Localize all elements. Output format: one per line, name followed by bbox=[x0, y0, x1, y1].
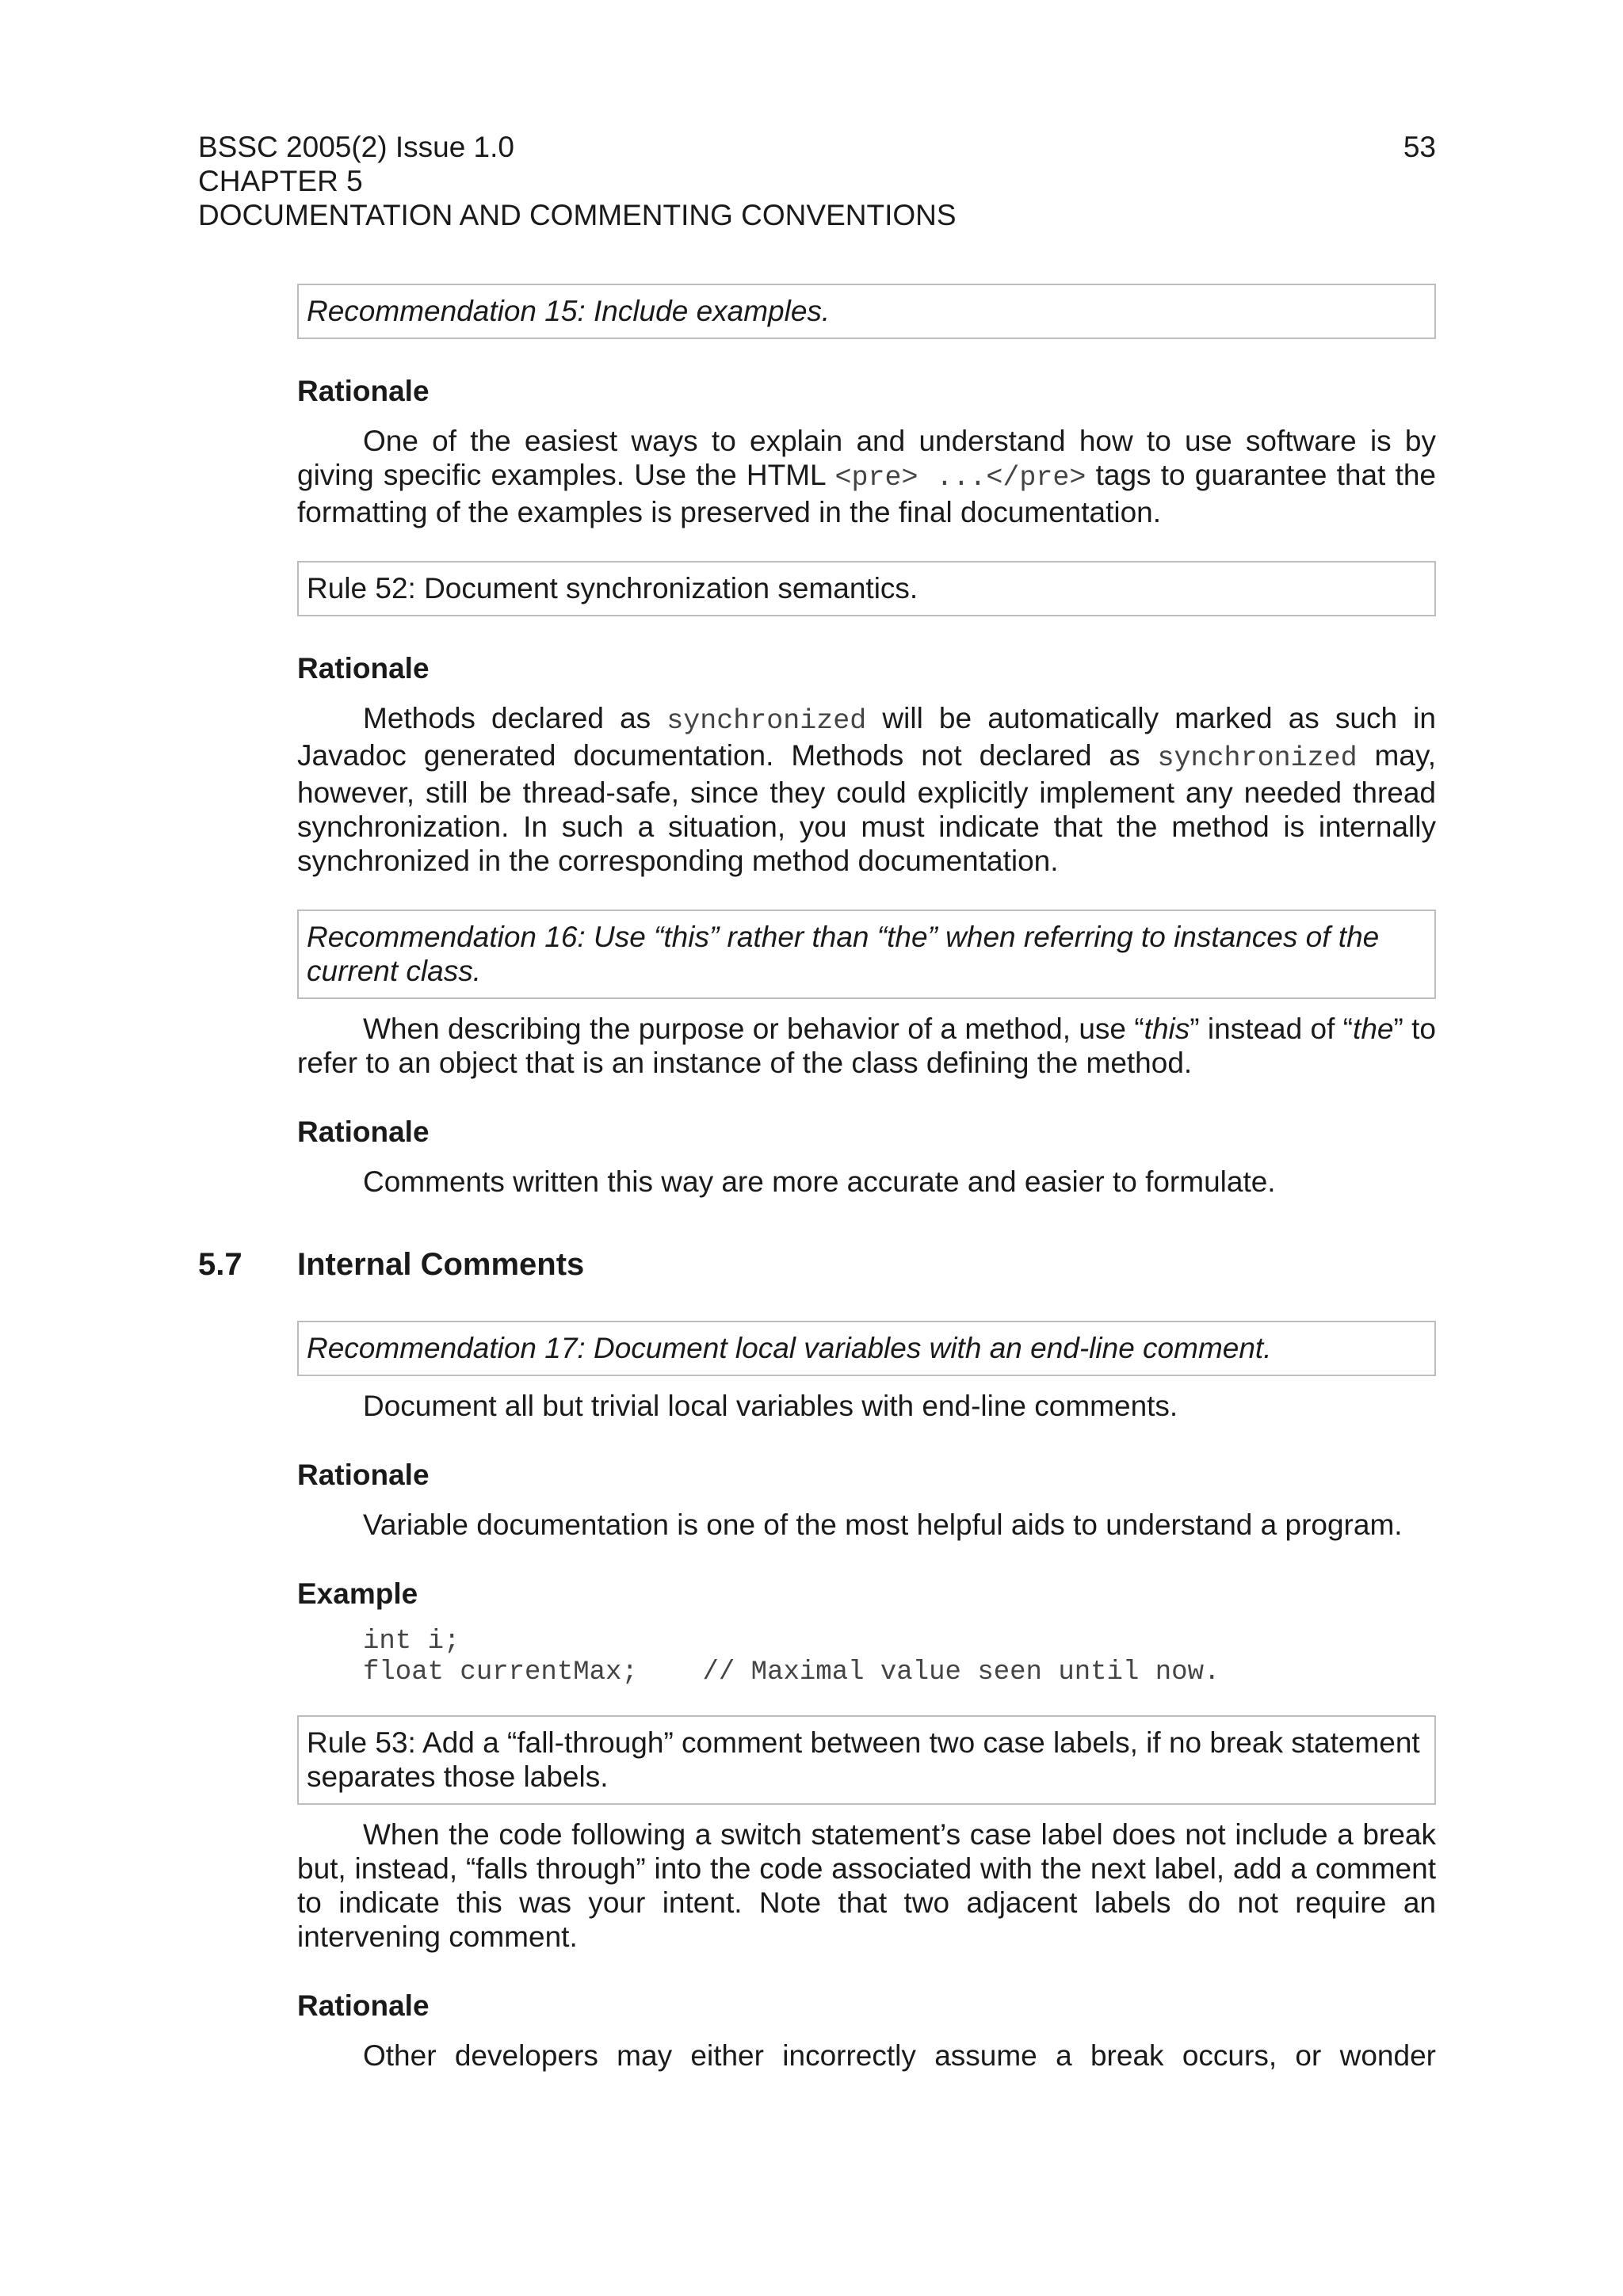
rule53-rationale-text: Other developers may either incorrectly assume a break occurs, or wonder bbox=[363, 2039, 1436, 2072]
emphasis: the bbox=[1353, 1013, 1394, 1045]
rationale-heading: Rationale bbox=[297, 1459, 430, 1491]
rec17-rationale-text: Variable documentation is one of the most helpful aids to understand a program. bbox=[363, 1508, 1403, 1541]
inline-code: <pre> ...</pre> bbox=[834, 462, 1086, 494]
rec16-text bbox=[297, 1012, 1436, 1080]
text-fragment: One of the easiest ways to explain and understand how to use software is by giving specific examples. Use the HTML bbox=[297, 425, 1436, 491]
section-title: Internal Comments bbox=[297, 1247, 585, 1282]
rec15-rationale-text bbox=[297, 424, 1436, 529]
rule52-rationale-text bbox=[297, 701, 1436, 878]
section-number: 5.7 bbox=[198, 1247, 242, 1282]
rule-52-box: Rule 52: Document synchronization semantics. bbox=[297, 561, 1436, 616]
text-fragment: ” instead of “ bbox=[1190, 1013, 1354, 1045]
rec17-text: Document all but trivial local variables with end-line comments. bbox=[363, 1390, 1178, 1422]
text-fragment: When describing the purpose or behavior of a method, use “ bbox=[363, 1013, 1144, 1045]
code-example-line: float currentMax; // Maximal value seen until now. bbox=[363, 1657, 1220, 1688]
text-fragment: may, however, still be thread-safe, since they could explicitly implement any needed thread synchronization. In such a situation, you must indicate that the method is internally synchronized in the corresponding method documentation. bbox=[297, 739, 1436, 877]
page-number: 53 bbox=[1403, 131, 1436, 163]
emphasis: this bbox=[1144, 1013, 1190, 1045]
rationale-heading: Rationale bbox=[297, 1116, 430, 1148]
recommendation-17-box: Recommendation 17: Document local variables with an end-line comment. bbox=[297, 1321, 1436, 1376]
recommendation-16-box: Recommendation 16: Use “this” rather than “the” when referring to instances of the current class. bbox=[297, 910, 1436, 999]
text-fragment: tags to guarantee that the formatting of the examples is preserved in the final documentation. bbox=[297, 459, 1436, 528]
text-fragment: ” to refer to an object that is an instance of the class defining the method. bbox=[297, 1013, 1436, 1079]
page-content bbox=[198, 284, 1436, 2073]
rec16-rationale-text: Comments written this way are more accurate and easier to formulate. bbox=[363, 1165, 1276, 1198]
rationale-heading: Rationale bbox=[297, 375, 430, 407]
chapter-label: CHAPTER 5 bbox=[198, 165, 363, 197]
rationale-heading: Rationale bbox=[297, 652, 430, 685]
text-fragment: will be automatically marked as such in Javadoc generated documentation. Methods not declared as bbox=[297, 702, 1436, 772]
code-example-line: int i; bbox=[363, 1627, 460, 1657]
example-heading: Example bbox=[297, 1577, 418, 1610]
inline-code: synchronized bbox=[1157, 742, 1358, 774]
page-header bbox=[198, 130, 1436, 232]
inline-code: synchronized bbox=[666, 705, 867, 737]
doc-id: BSSC 2005(2) Issue 1.0 bbox=[198, 131, 514, 163]
rationale-heading: Rationale bbox=[297, 1989, 430, 2022]
recommendation-15-box: Recommendation 15: Include examples. bbox=[297, 284, 1436, 339]
chapter-title: DOCUMENTATION AND COMMENTING CONVENTIONS bbox=[198, 199, 957, 231]
section-heading bbox=[198, 1246, 1436, 1283]
rule-53-box: Rule 53: Add a “fall-through” comment between two case labels, if no break statement separates those labels. bbox=[297, 1715, 1436, 1805]
rule53-text: When the code following a switch statement’s case label does not include a break but, instead, “falls through” into the code associated with the next label, add a comment to indicate this was your intent. Note that two adjacent labels do not require an intervening comment. bbox=[297, 1818, 1436, 1953]
text-fragment: Methods declared as bbox=[363, 702, 667, 734]
